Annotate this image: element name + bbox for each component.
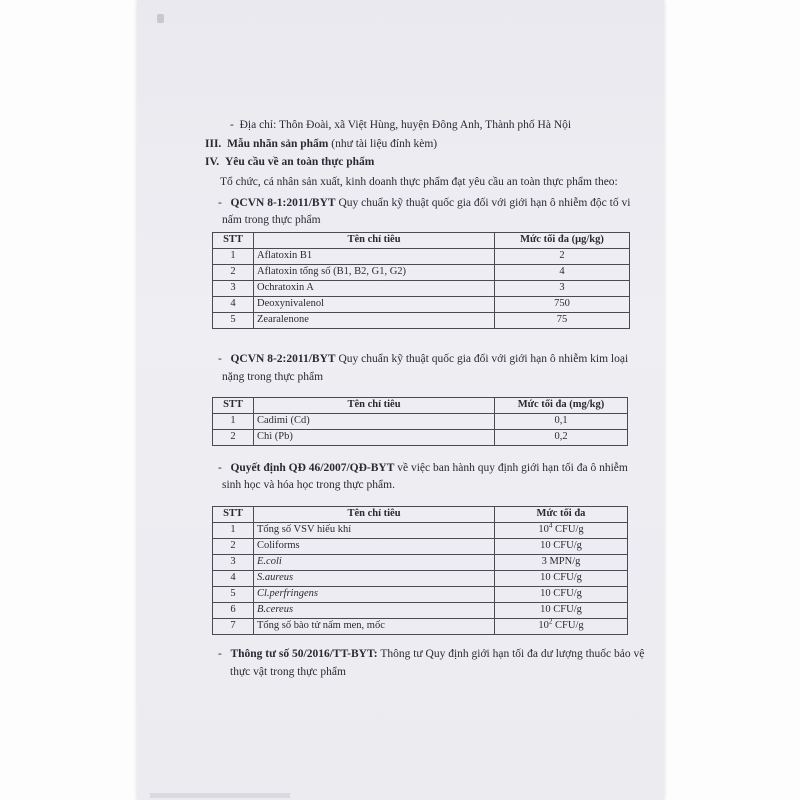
table-row: 4 Deoxynivalenol 750 — [213, 297, 630, 313]
header-name: Tên chỉ tiêu — [254, 507, 495, 523]
table-row: 2 Chì (Pb) 0,2 — [213, 430, 628, 446]
table-row: 1 Tổng số VSV hiếu khí $10^4$ CFU/g — [213, 523, 628, 539]
header-name: Tên chỉ tiêu — [254, 233, 495, 249]
header-limit: Mức tối đa (mg/kg) — [495, 398, 628, 414]
table-row: 4 S.aureus 10 CFU/g — [213, 571, 628, 587]
regulation-2: - QCVN 8-2:2011/BYT Quy chuẩn kỹ thuật quốc gia đối với giới hạn ô nhiễm kim loại — [218, 353, 629, 365]
table-row: 3 E.coli 3 MPN/g — [213, 555, 628, 571]
header-stt: STT — [213, 233, 254, 249]
regulation-1: - QCVN 8-1:2011/BYT Quy chuẩn kỹ thuật quốc gia đối với giới hạn ô nhiễm độc tố vi — [218, 197, 631, 209]
section-3-heading: III. Mẫu nhãn sản phẩm (như tài liệu đính kèm) — [205, 138, 438, 150]
regulation-4: - Thông tư số 50/2016/TT-BYT: Thông tư Quy định giới hạn tối đa dư lượng thuốc bảo vệ — [218, 648, 645, 660]
regulation-1-cont: nấm trong thực phẩm — [222, 214, 321, 226]
table-row: 6 B.cereus 10 CFU/g — [213, 603, 628, 619]
table-row: 1 Cadimi (Cd) 0,1 — [213, 414, 628, 430]
table-row: 3 Ochratoxin A 3 — [213, 281, 630, 297]
table-mycotoxin-limits — [212, 232, 630, 329]
table-microbial-limits — [212, 506, 628, 635]
table-heavy-metal-limits — [212, 397, 628, 446]
regulation-3-cont: sinh học và hóa học trong thực phẩm. — [222, 479, 395, 491]
table-row: 1 Aflatoxin B1 2 — [213, 249, 630, 265]
section-4-heading: IV. Yêu cầu về an toàn thực phẩm — [205, 156, 375, 168]
paper-mark — [157, 14, 164, 23]
regulation-2-cont: nặng trong thực phẩm — [222, 371, 324, 383]
header-stt: STT — [213, 507, 254, 523]
intro-text: Tổ chức, cá nhân sản xuất, kinh doanh thực phẩm đạt yêu cầu an toàn thực phẩm theo: — [220, 176, 618, 188]
address-line: - Địa chỉ: Thôn Đoài, xã Việt Hùng, huyện Đông Anh, Thành phố Hà Nội — [230, 119, 572, 131]
blurred-footer — [150, 793, 290, 798]
header-limit: Mức tối đa (µg/kg) — [495, 233, 630, 249]
header-stt: STT — [213, 398, 254, 414]
table-row: 2 Coliforms 10 CFU/g — [213, 539, 628, 555]
regulation-3: - Quyết định QĐ 46/2007/QĐ-BYT về việc ban hành quy định giới hạn tối đa ô nhiễm — [218, 462, 628, 474]
header-limit: Mức tối đa — [495, 507, 628, 523]
table-row: 2 Aflatoxin tổng số (B1, B2, G1, G2) 4 — [213, 265, 630, 281]
table-row: 5 Zearalenone 75 — [213, 313, 630, 329]
table-row: 7 Tổng số bào tử nấm men, mốc $10^2$ CFU/g — [213, 619, 628, 635]
regulation-4-cont: thực vật trong thực phẩm — [230, 666, 346, 678]
table-row: 5 Cl.perfringens 10 CFU/g — [213, 587, 628, 603]
header-name: Tên chỉ tiêu — [254, 398, 495, 414]
